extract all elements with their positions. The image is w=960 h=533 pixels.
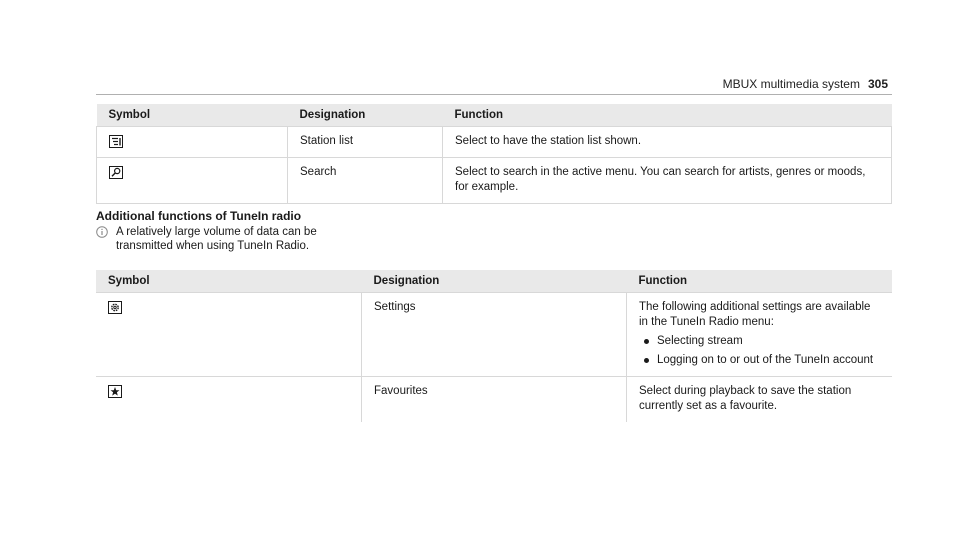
info-note-text: A relatively large volume of data can be transmitted when using TuneIn Radio. [116,226,317,252]
settings-gear-icon [108,301,122,314]
designation-cell: Station list [288,127,443,158]
symbol-cell [97,158,288,204]
page-number: 305 [867,77,888,91]
search-icon [109,166,123,179]
function-cell: Select to have the station list shown. [443,127,892,158]
list-item: Logging on to or out of the TuneIn account [639,353,880,368]
table-row [96,377,892,423]
column-header-designation: Designation [362,270,627,293]
table-header-row [97,104,892,127]
function-cell [627,293,893,377]
manual-title: MBUX multimedia system [722,77,860,91]
station-list-icon [109,135,123,148]
designation-cell: Settings [362,293,627,377]
table-row [97,158,892,204]
function-cell: Select to search in the active menu. You can search for artists, genres or moods, for example. [443,158,892,204]
column-header-designation: Designation [288,104,443,127]
designation-cell: Search [288,158,443,204]
section-title: Additional functions of TuneIn radio [96,209,302,223]
symbol-cell [96,293,362,377]
info-note [96,225,356,253]
function-text: The following additional settings are available in the TuneIn Radio menu: [639,301,871,328]
header-rule [96,94,892,95]
column-header-symbol: Symbol [97,104,288,127]
column-header-function: Function [627,270,893,293]
column-header-symbol: Symbol [96,270,362,293]
function-cell: Select during playback to save the station currently set as a favourite. [627,377,893,423]
bullet-list [639,334,880,368]
symbol-table-tunein [96,270,892,422]
symbol-table-radio [96,104,892,204]
page-header [723,77,888,91]
column-header-function: Function [443,104,892,127]
symbol-cell [96,377,362,423]
designation-cell: Favourites [362,377,627,423]
table-row [96,293,892,377]
list-item: Selecting stream [639,334,880,349]
info-icon [96,226,108,238]
table-row [97,127,892,158]
favourite-star-icon [108,385,122,398]
table-header-row [96,270,892,293]
symbol-cell [97,127,288,158]
